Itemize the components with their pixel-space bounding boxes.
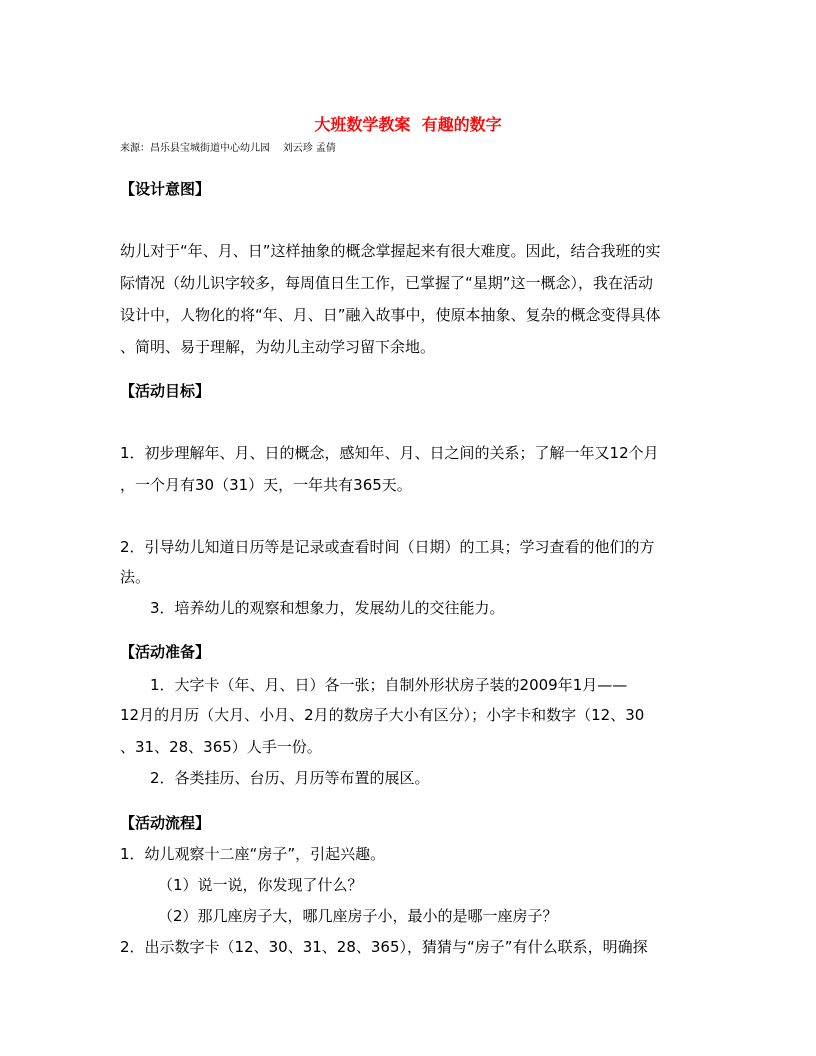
goals-line-1: 1．初步理解年、月、日的概念，感知年、月、日之间的关系；了解一年又12个月 bbox=[120, 444, 659, 462]
process-line-3: （2）那几座房子大，哪几座房子小，最小的是哪一座房子？ bbox=[158, 907, 558, 925]
design-line-4: 、简明、易于理解，为幼儿主动学习留下余地。 bbox=[120, 338, 436, 356]
process-line-2: （1）说一说，你发现了什么？ bbox=[158, 876, 363, 894]
document-title: 大班数学教案 有趣的数字 bbox=[314, 115, 502, 134]
process-line-4: 2．出示数字卡（12、30、31、28、365），猜猜与“房子”有什么联系，明确探 bbox=[120, 938, 648, 956]
preparation-line-1: 1．大字卡（年、月、日）各一张；自制外形状房子装的2009年1月—— bbox=[150, 676, 628, 694]
design-line-1: 幼儿对于“年、月、日”这样抽象的概念掌握起来有很大难度。因此，结合我班的实 bbox=[120, 242, 661, 260]
goals-line-4: 法。 bbox=[120, 568, 151, 586]
heading-process: 【活动流程】 bbox=[120, 814, 211, 832]
document-source: 来源：昌乐县宝城街道中心幼儿园 刘云珍 孟倩 bbox=[120, 143, 336, 154]
goals-line-2: ，一个月有30（31）天，一年共有365天。 bbox=[120, 476, 412, 494]
preparation-line-4: 2．各类挂历、台历、月历等布置的展区。 bbox=[150, 769, 430, 787]
design-line-2: 际情况（幼儿识字较多，每周值日生工作，已掌握了“星期”这一概念），我在活动 bbox=[120, 274, 654, 292]
preparation-line-3: 、31、28、365）人手一份。 bbox=[120, 738, 322, 756]
goals-line-3: 2．引导幼儿知道日历等是记录或查看时间（日期）的工具；学习查看的他们的方 bbox=[120, 538, 655, 556]
preparation-line-2: 12月的月历（大月、小月、2月的数房子大小有区分）；小字卡和数字（12、30 bbox=[120, 706, 645, 724]
design-line-3: 设计中，人物化的将“年、月、日”融入故事中，使原本抽象、复杂的概念变得具体 bbox=[120, 306, 661, 324]
goals-line-5: 3．培养幼儿的观察和想象力，发展幼儿的交往能力。 bbox=[150, 599, 505, 617]
heading-goals: 【活动目标】 bbox=[120, 382, 211, 400]
process-line-1: 1．幼儿观察十二座“房子”，引起兴趣。 bbox=[120, 845, 386, 863]
heading-design: 【设计意图】 bbox=[120, 180, 211, 198]
heading-preparation: 【活动准备】 bbox=[120, 643, 211, 661]
